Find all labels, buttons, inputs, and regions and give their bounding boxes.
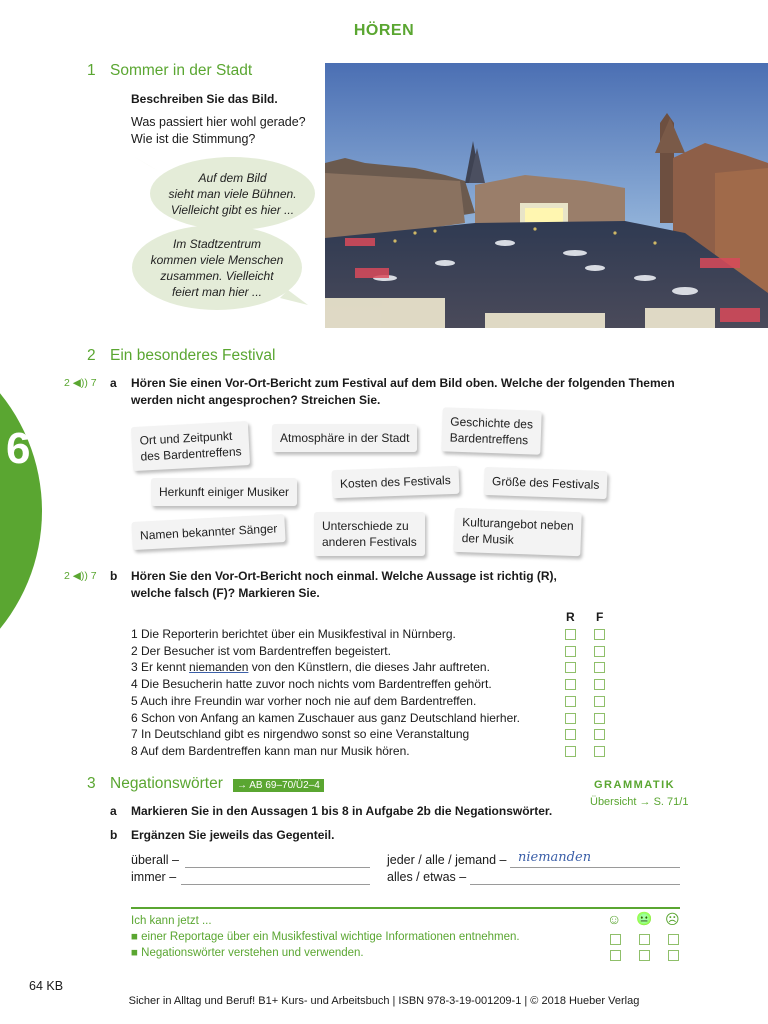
column-f: F (596, 610, 604, 624)
selfcheck-box[interactable] (610, 934, 621, 945)
topic-chip[interactable] (131, 421, 250, 471)
answer-line-ueberall[interactable] (185, 866, 370, 868)
section2-number: 2 (87, 347, 96, 364)
selfcheck-title: Ich kann jetzt ... (131, 915, 212, 927)
chip-line: der Musik (461, 531, 514, 547)
checkbox-f[interactable] (594, 679, 605, 690)
face-neutral-icon: 😐 (636, 911, 653, 926)
column-r: R (566, 610, 575, 624)
checkbox-f[interactable] (594, 629, 605, 640)
statement: 8 Auf dem Bardentreffen kann man nur Musik hören. (131, 744, 410, 758)
task-3b-text: Ergänzen Sie jeweils das Gegenteil. (131, 828, 335, 842)
word-alles: alles / etwas – (387, 870, 467, 884)
statement: 4 Die Besucherin hatte zuvor noch nichts vom Bardentreffen gehört. (131, 677, 492, 691)
checkbox-f[interactable] (594, 696, 605, 707)
answer-line-immer[interactable] (181, 883, 370, 885)
bubble2-line: feiert man hier ... (171, 284, 263, 299)
chip-line: Geschichte des (450, 414, 534, 432)
bullet-icon: ■ (131, 931, 142, 943)
checkbox-r[interactable] (565, 629, 576, 640)
task-3a-letter: a (110, 804, 117, 818)
task-2b-line1: Hören Sie den Vor-Ort-Bericht noch einmal. Welche Aussage ist richtig (R), (131, 569, 557, 583)
selfcheck-box[interactable] (668, 950, 679, 961)
selfcheck-item (131, 947, 364, 959)
statement-3 (131, 659, 490, 676)
topic-chip[interactable]: Größe des Festivals (484, 467, 608, 499)
page-number: 64 KB (29, 979, 64, 993)
selfcheck-divider (131, 907, 680, 909)
speech-bubble-1 (150, 157, 315, 230)
face-sad-icon: ☹ (665, 911, 680, 927)
chip-line: Unterschiede zu (322, 519, 409, 533)
statement-3-start: 3 Er kennt (131, 660, 190, 674)
section1-title: Sommer in der Stadt (110, 62, 253, 79)
selfcheck-box[interactable] (610, 950, 621, 961)
chapter-tab (0, 325, 42, 697)
answer-line-jeder[interactable] (510, 866, 680, 868)
checkbox-r[interactable] (565, 696, 576, 707)
checkbox-r[interactable] (565, 729, 576, 740)
selfcheck-item (131, 931, 520, 943)
grammar-reference[interactable]: Übersicht → S. 71/1 (590, 796, 689, 808)
statement: 5 Auch ihre Freundin war vorher noch nie auf dem Bardentreffen. (131, 694, 477, 708)
task-2a-letter: a (110, 376, 117, 390)
checkbox-f[interactable] (594, 746, 605, 757)
checkbox-f[interactable] (594, 646, 605, 657)
selfcheck-item-text: Negationswörter verstehen und verwenden. (141, 947, 364, 959)
checkbox-r[interactable] (565, 746, 576, 757)
task-2a-line1: Hören Sie einen Vor-Ort-Bericht zum Festival auf dem Bild oben. Welche der folgenden Themen (131, 376, 675, 390)
statement: 2 Der Besucher ist vom Bardentreffen begeistert. (131, 644, 391, 658)
topic-chip[interactable]: Herkunft einiger Musiker (151, 478, 297, 506)
speech-bubble-2 (132, 225, 302, 310)
word-ueberall: überall – (131, 853, 179, 867)
section3-title: Negationswörter (110, 775, 223, 792)
statement: 1 Die Reporterin berichtet über ein Musikfestival in Nürnberg. (131, 627, 456, 641)
answer-line-alles[interactable] (470, 883, 680, 885)
topic-chip[interactable]: Namen bekannter Sänger (131, 514, 286, 550)
bubble2-line: zusammen. Vielleicht (160, 268, 274, 283)
topic-chip[interactable]: Atmosphäre in der Stadt (272, 424, 417, 452)
section2-title: Ein besonderes Festival (110, 347, 276, 364)
selfcheck-box[interactable] (639, 950, 650, 961)
task-3b-letter: b (110, 828, 118, 842)
task-2a-line2: werden nicht angesprochen? Streichen Sie. (131, 393, 381, 407)
checkbox-f[interactable] (594, 729, 605, 740)
workbook-reference[interactable]: → AB 69–70/Ü2–4 (233, 779, 324, 792)
audio-track-2a[interactable]: 2 ◀)) 7 (64, 377, 97, 389)
section1-question-2: Wie ist die Stimmung? (131, 132, 256, 146)
checkbox-r[interactable] (565, 679, 576, 690)
checkbox-r[interactable] (565, 662, 576, 673)
statement-3-end: von den Künstlern, die dieses Jahr auftreten. (248, 660, 490, 674)
task-3a-text: Markieren Sie in den Aussagen 1 bis 8 in Aufgabe 2b die Negationswörter. (131, 804, 553, 818)
statement: 6 Schon von Anfang an kamen Zuschauer aus ganz Deutschland hierher. (131, 711, 520, 725)
word-immer: immer – (131, 870, 177, 884)
chapter-number: 6 (6, 424, 31, 473)
checkbox-f[interactable] (594, 662, 605, 673)
chip-line: des Bardentreffens (140, 444, 242, 464)
chip-line: anderen Festivals (322, 535, 417, 549)
statement: 7 In Deutschland gibt es nirgendwo sonst so eine Veranstaltung (131, 727, 470, 741)
grammar-label: GRAMMATIK (594, 779, 676, 791)
chip-line: Kulturangebot neben (462, 515, 574, 533)
bubble1-line: Vielleicht gibt es hier ... (170, 202, 295, 217)
section3-number: 3 (87, 775, 96, 792)
word-jeder: jeder / alle / jemand – (387, 853, 507, 867)
topic-chip[interactable]: Kosten des Festivals (332, 466, 460, 498)
chip-line: Bardentreffens (449, 430, 529, 448)
selfcheck-item-text: einer Reportage über ein Musikfestival wichtige Informationen entnehmen. (141, 931, 520, 943)
chip-line: Ort und Zeitpunkt (139, 428, 233, 448)
topic-chip[interactable] (453, 508, 582, 556)
marked-negation: niemanden (189, 660, 249, 674)
section1-question-1: Was passiert hier wohl gerade? (131, 115, 306, 129)
checkbox-f[interactable] (594, 713, 605, 724)
face-happy-icon: ☺ (607, 911, 622, 927)
selfcheck-box[interactable] (639, 934, 650, 945)
bubble1-line: Auf dem Bild (198, 170, 267, 185)
handwritten-answer: niemanden (518, 850, 592, 865)
section1-number: 1 (87, 62, 96, 79)
task-2b-line2: welche falsch (F)? Markieren Sie. (131, 586, 320, 600)
checkbox-r[interactable] (565, 646, 576, 657)
topic-chip[interactable] (441, 407, 541, 454)
bullet-icon: ■ (131, 947, 142, 959)
festival-photo (325, 63, 768, 328)
selfcheck-box[interactable] (668, 934, 679, 945)
bubble2-line: Im Stadtzentrum (172, 236, 261, 251)
bubble2-line: kommen viele Menschen (150, 252, 284, 267)
footer-credits: Sicher in Alltag und Beruf! B1+ Kurs- und Arbeitsbuch | ISBN 978-3-19-001209-1 | © 2018 Hueber Verlag (128, 995, 640, 1007)
page-title: HÖREN (353, 22, 415, 39)
task-2b-letter: b (110, 569, 118, 583)
checkbox-r[interactable] (565, 713, 576, 724)
section1-instruction: Beschreiben Sie das Bild. (131, 92, 278, 106)
bubble1-line: sieht man viele Bühnen. (168, 186, 297, 201)
audio-track-2b[interactable]: 2 ◀)) 7 (64, 570, 97, 582)
topic-chip[interactable] (314, 512, 425, 556)
